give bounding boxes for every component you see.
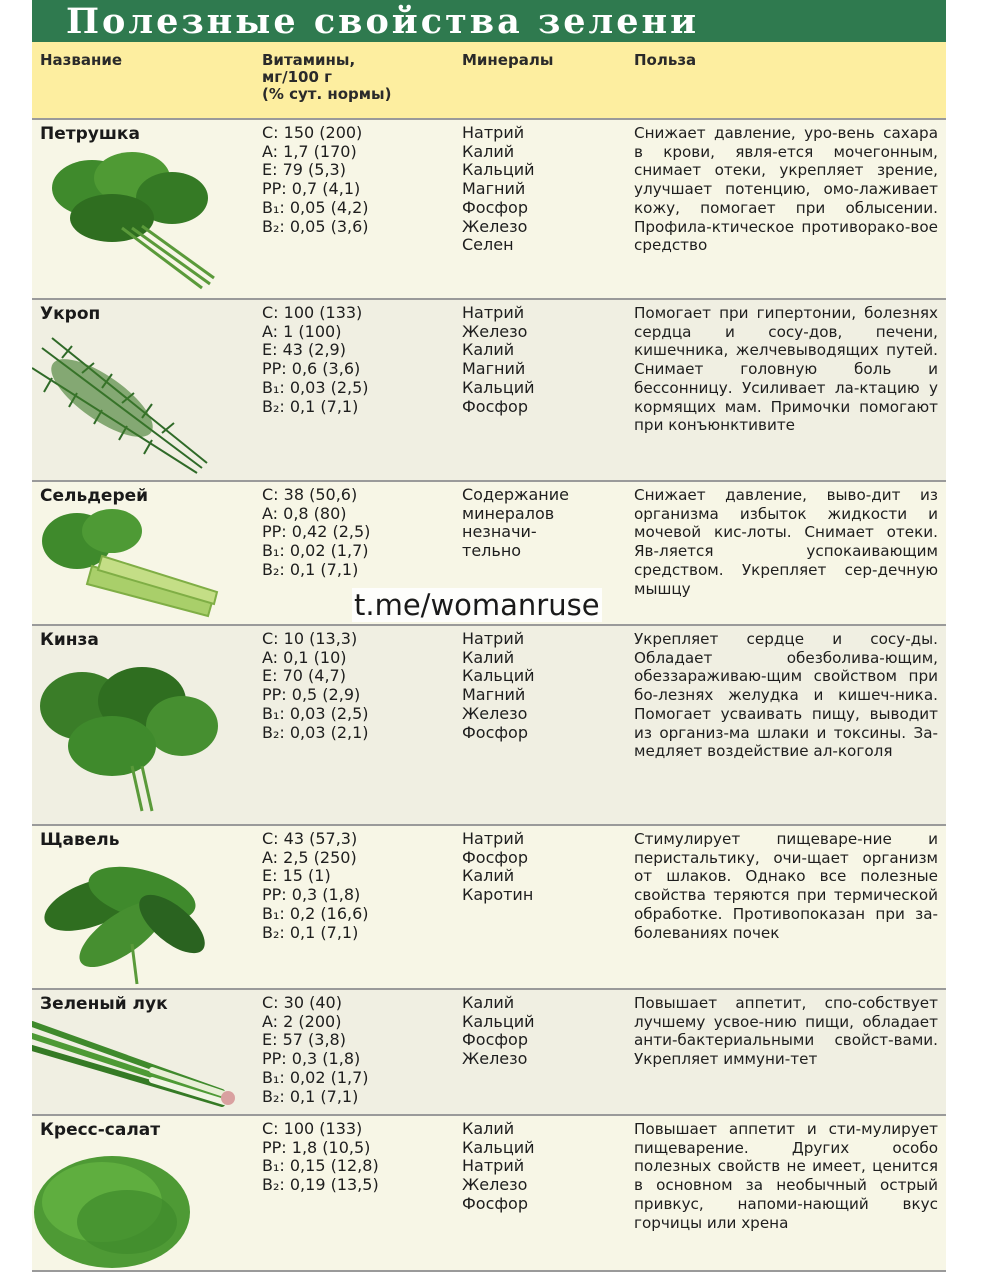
header-minerals: Минералы — [462, 51, 554, 69]
minerals-cell: Калий Кальций Фосфор Железо — [462, 993, 535, 1069]
page-title: Полезные свойства зелени — [32, 0, 946, 42]
benefit-cell: Повышает аппетит, спо-собствует лучшему усвое-нию пищи, обладает анти-бактериальными свойст-вами. Укрепляет иммуни-тет — [634, 994, 938, 1069]
minerals-cell: Натрий Калий Кальций Магний Железо Фосфор — [462, 629, 535, 742]
table-row-dill — [32, 298, 946, 480]
minerals-cell: Натрий Фосфор Калий Каротин — [462, 829, 534, 905]
watermark-link[interactable]: t.me/womanruse — [354, 588, 600, 622]
herb-name: Укроп — [40, 304, 101, 324]
dill-image — [32, 328, 232, 478]
table-bottom-border — [32, 1270, 946, 1272]
herb-name: Кинза — [40, 630, 99, 650]
vitamins-cell: C: 30 (40) A: 2 (200) E: 57 (3,8) PP: 0,3 (1,8) B₁: 0,02 (1,7) B₂: 0,1 (7,1) — [262, 993, 369, 1106]
celery-image — [32, 506, 232, 622]
header-vitamins: Витамины, мг/100 г (% сут. нормы) — [262, 51, 392, 103]
green-onion-image — [32, 1014, 242, 1114]
cress-image — [32, 1142, 232, 1268]
benefit-cell: Помогает при гипертонии, болезнях сердца и сосу-дов, печени, кишечника, желчевыводящих путей. Снимает головную боль и бессонницу. Усиливает ла-ктацию у кормящих мам. Примочки помогают при конъюнктивите — [634, 304, 938, 435]
benefit-cell: Укрепляет сердце и сосу-ды. Обладает обезболива-ющим, обеззараживаю-щим свойством при бо-лезнях желудка и кишеч-ника. Помогает усваивать пищу, выводит из организ-ма шлаки и токсины. За-медляет воздействие ал-коголя — [634, 630, 938, 761]
vitamins-cell: C: 38 (50,6) A: 0,8 (80) PP: 0,42 (2,5) B₁: 0,02 (1,7) B₂: 0,1 (7,1) — [262, 485, 371, 579]
table-header — [32, 42, 946, 118]
minerals-cell: Содержание минералов незначи- тельно — [462, 485, 569, 561]
vitamins-cell: C: 150 (200) A: 1,7 (170) E: 79 (5,3) PP: 0,7 (4,1) B₁: 0,05 (4,2) B₂: 0,05 (3,6) — [262, 123, 369, 236]
minerals-cell: Калий Кальций Натрий Железо Фосфор — [462, 1119, 535, 1213]
herb-name: Щавель — [40, 830, 120, 850]
table-row-cress — [32, 1114, 946, 1272]
table-row-sorrel — [32, 824, 946, 988]
parsley-image — [32, 148, 232, 294]
benefit-cell: Снижает давление, уро-вень сахара в крови, явля-ется мочегонным, снимает отеки, укрепляет зрение, улучшает потенцию, омо-лаживает кожу, помогает при облысении. Профила-ктическое противоракo-вое средство — [634, 124, 938, 255]
table-row-parsley — [32, 118, 946, 298]
table-row-green-onion — [32, 988, 946, 1114]
minerals-cell: Натрий Калий Кальций Магний Фосфор Железо Селен — [462, 123, 535, 255]
table-row-cilantro — [32, 624, 946, 824]
header-name: Название — [40, 51, 123, 69]
benefit-cell: Стимулирует пищеваре-ние и перистальтику, очи-щает организм от шлаков. Однако все полезные свойства теряются при термической обработке. Противопоказан при за-болеваниях почек — [634, 830, 938, 942]
herb-name: Сельдерей — [40, 486, 149, 506]
vitamins-cell: C: 10 (13,3) A: 0,1 (10) E: 70 (4,7) PP: 0,5 (2,9) B₁: 0,03 (2,5) B₂: 0,03 (2,1) — [262, 629, 369, 742]
benefit-cell: Снижает давление, выво-дит из организма избыток жидкости и мочевой кис-лоты. Снимает отеки. Яв-ляется успокаивающим средством. Укрепляет сер-дечную мышцу — [634, 486, 938, 598]
vitamins-cell: C: 100 (133) A: 1 (100) E: 43 (2,9) PP: 0,6 (3,6) B₁: 0,03 (2,5) B₂: 0,1 (7,1) — [262, 303, 369, 416]
vitamins-cell: C: 43 (57,3) A: 2,5 (250) E: 15 (1) PP: 0,3 (1,8) B₁: 0,2 (16,6) B₂: 0,1 (7,1) — [262, 829, 369, 942]
greens-table — [32, 42, 946, 1272]
minerals-cell: Натрий Железо Калий Магний Кальций Фосфор — [462, 303, 535, 416]
vitamins-cell: C: 100 (133) PP: 1,8 (10,5) B₁: 0,15 (12,8) B₂: 0,19 (13,5) — [262, 1119, 379, 1195]
herb-name: Кресс-салат — [40, 1120, 161, 1140]
header-benefit: Польза — [634, 51, 697, 69]
herb-name: Петрушка — [40, 124, 140, 144]
benefit-cell: Повышает аппетит и сти-мулирует пищеварение. Других особо полезных свойств не имеет, ценится в основном за необычный острый привкус, напоми-нающий вкус горчицы или хрена — [634, 1120, 938, 1232]
herb-name: Зеленый лук — [40, 994, 168, 1014]
sorrel-image — [32, 854, 232, 986]
cilantro-image — [32, 656, 232, 816]
